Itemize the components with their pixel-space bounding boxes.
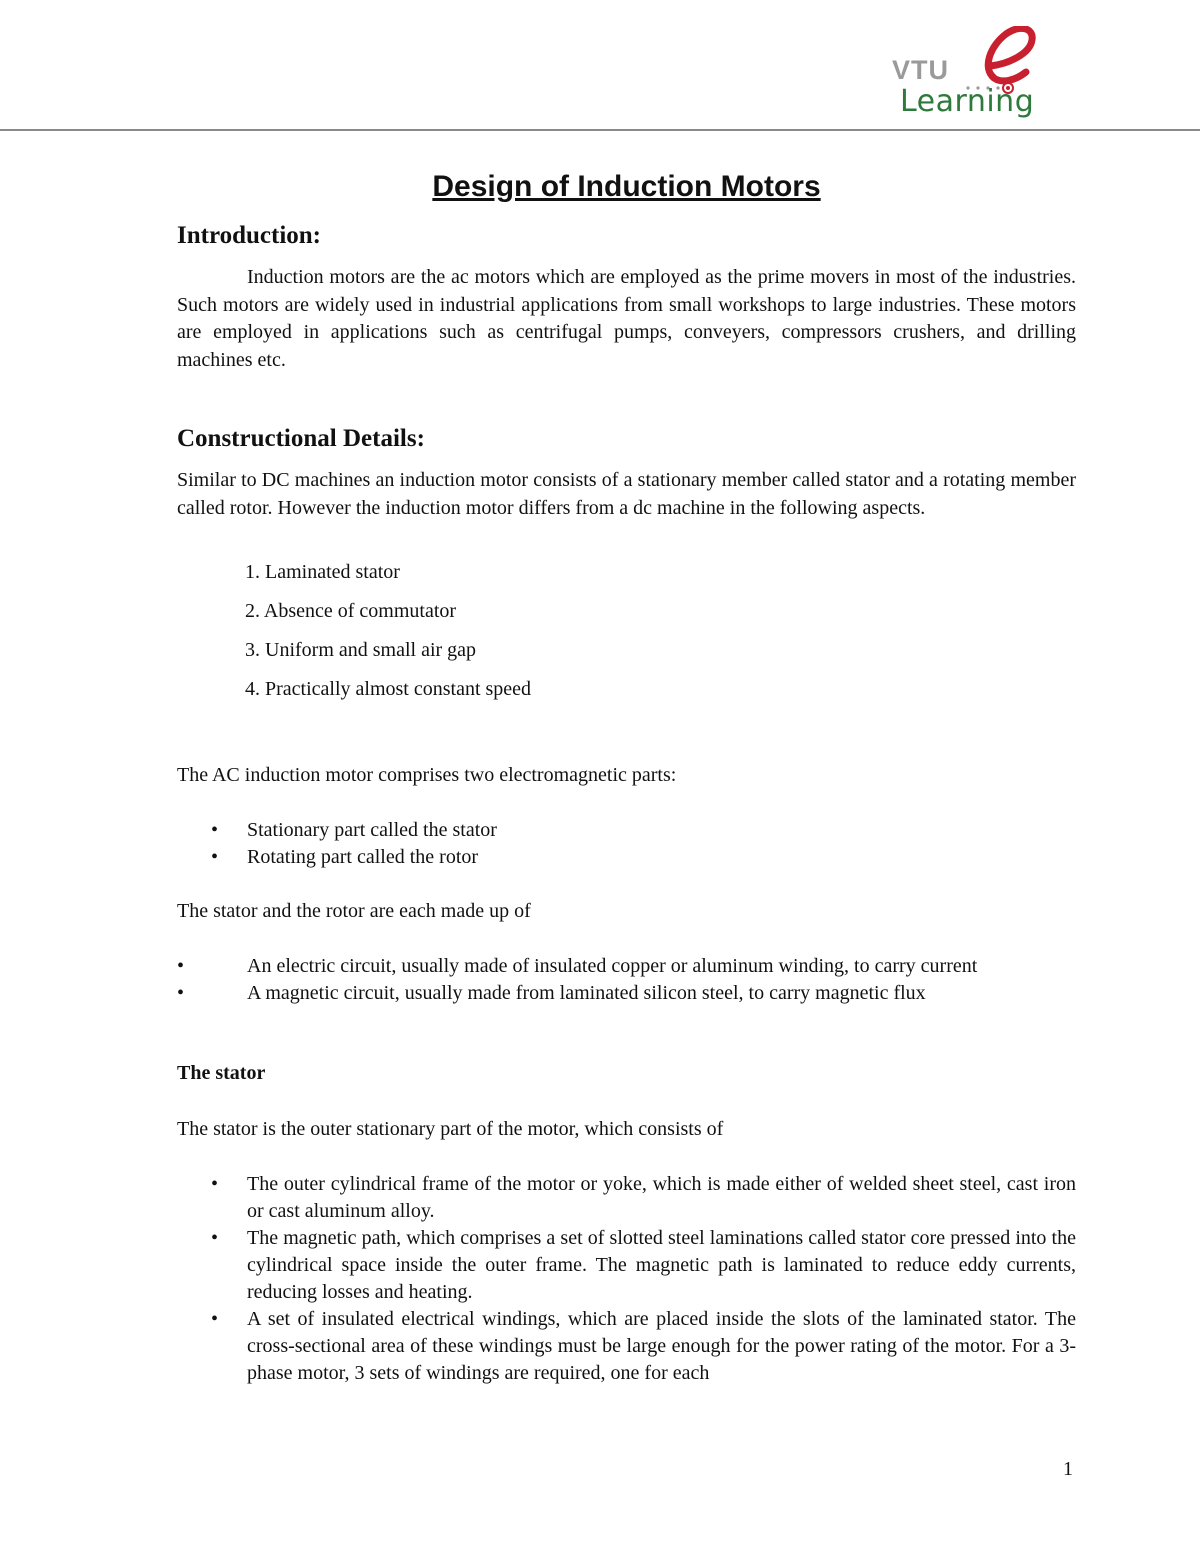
- stator-list: [177, 1171, 1076, 1387]
- parts-list: [177, 817, 1076, 871]
- header-divider: [0, 129, 1200, 131]
- made-up-list: [177, 953, 1076, 1007]
- page-number: 1: [1063, 1458, 1073, 1480]
- bullet-icon: •: [211, 1227, 219, 1249]
- bullet-icon: •: [211, 1173, 219, 1195]
- stator-heading: The stator: [177, 1062, 266, 1084]
- aspect-item: 4. Practically almost constant speed: [245, 678, 532, 700]
- stator-intro: The stator is the outer stationary part of the motor, which consists of: [177, 1118, 724, 1140]
- list-item: [177, 817, 1076, 844]
- list-item-text: A magnetic circuit, usually made from laminated silicon steel, to carry magnetic flux: [247, 982, 926, 1004]
- bullet-icon: •: [211, 1308, 219, 1330]
- list-item-text: A set of insulated electrical windings, which are placed inside the slots of the laminated stator. The cross-sectional area of these windings must be large enough for the power rating of the motor. For a 3-phase motor, 3 sets of windings are required, one for each: [247, 1308, 1076, 1384]
- list-item-text: Rotating part called the rotor: [247, 846, 479, 868]
- constructional-heading: Constructional Details:: [177, 425, 425, 452]
- parts-intro: The AC induction motor comprises two electromagnetic parts:: [177, 764, 677, 786]
- bullet-icon: •: [177, 955, 185, 977]
- aspect-item: 3. Uniform and small air gap: [245, 639, 477, 661]
- aspect-item: 2. Absence of commutator: [245, 600, 457, 622]
- logo-vtu-text: VTU: [892, 55, 949, 85]
- vtu-elearning-logo: [890, 28, 1040, 128]
- bullet-icon: •: [211, 846, 219, 868]
- constructional-paragraph: Similar to DC machines an induction motor consists of a stationary member called stator and a rotating member called rotor. However the induction motor differs from a dc machine in the following aspects.: [177, 469, 1076, 519]
- bullet-icon: •: [211, 819, 219, 841]
- list-item-text: The outer cylindrical frame of the motor or yoke, which is made either of welded sheet steel, cast iron or cast aluminum alloy.: [247, 1173, 1076, 1222]
- made-up-intro: The stator and the rotor are each made up of: [177, 900, 531, 922]
- list-item: [177, 1225, 1076, 1306]
- list-item: [177, 844, 1076, 871]
- list-item-text: Stationary part called the stator: [247, 819, 497, 841]
- list-item-text: The magnetic path, which comprises a set of slotted steel laminations called stator core pressed into the cylindrical space inside the outer frame. The magnetic path is laminated to reduce eddy currents, reducing losses and heating.: [247, 1227, 1076, 1303]
- document-title: Design of Induction Motors: [432, 170, 821, 203]
- list-item: [177, 1306, 1076, 1387]
- introduction-heading: Introduction:: [177, 222, 322, 249]
- list-item: [177, 1171, 1076, 1225]
- bullet-icon: •: [177, 982, 185, 1004]
- aspect-item: 1. Laminated stator: [245, 561, 400, 583]
- logo-learning-text: Learning: [900, 84, 1035, 119]
- list-item-text: An electric circuit, usually made of insulated copper or aluminum winding, to carry current: [247, 955, 978, 977]
- introduction-paragraph: Induction motors are the ac motors which are employed as the prime movers in most of the industries. Such motors are widely used in industrial applications from small workshops to large industries. These motors are employed in applications such as centrifugal pumps, conveyers, compressors crushers, and drilling machines etc.: [177, 266, 1076, 371]
- list-item: [177, 980, 1076, 1007]
- list-item: [177, 953, 1076, 980]
